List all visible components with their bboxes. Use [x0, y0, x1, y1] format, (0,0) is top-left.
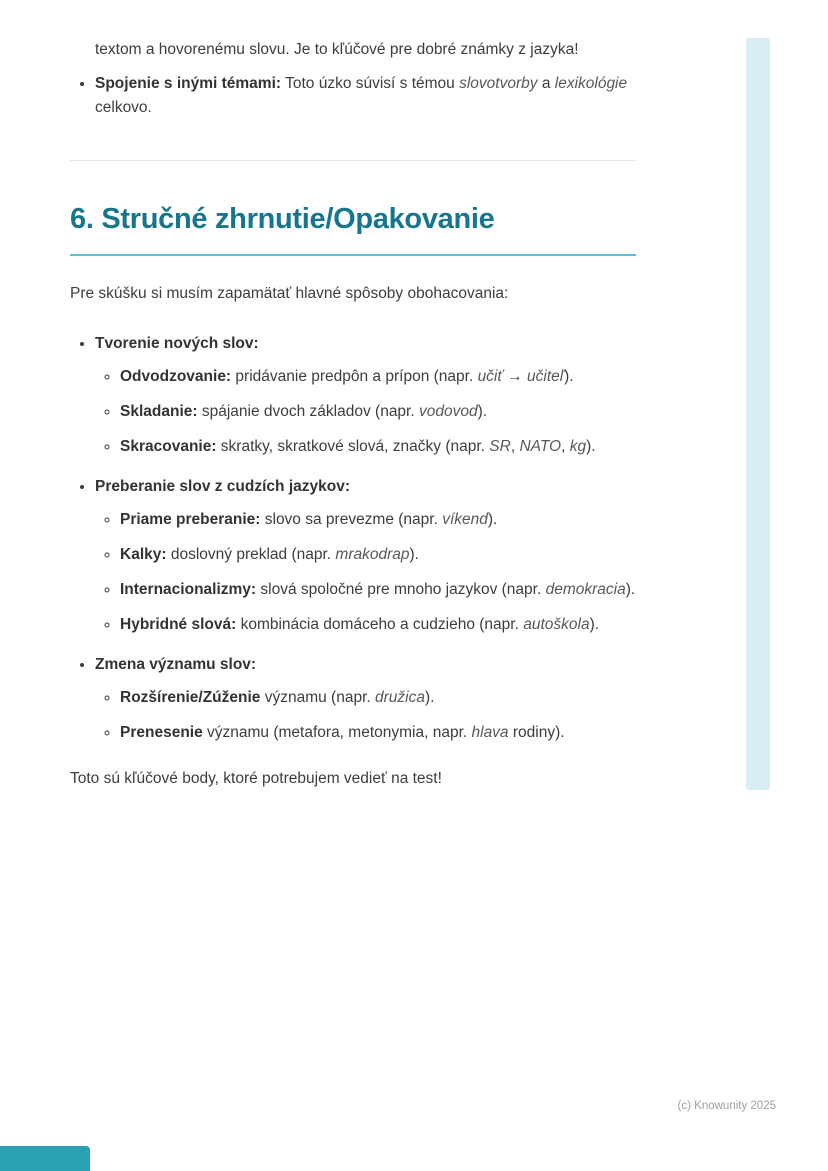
section-heading: 6. Stručné zhrnutie/Opakovanie: [70, 197, 636, 256]
sublist: [95, 365, 636, 459]
summary-list: [70, 332, 636, 745]
right-accent-bar: [746, 38, 770, 790]
list-item: ◦ Priame preberanie: slovo sa prevezme (napr. víkend).: [120, 508, 636, 532]
topic-label: Zmena významu slov:: [95, 656, 257, 674]
list-item: [95, 653, 636, 745]
sublist: [95, 508, 636, 637]
list-item: [95, 332, 636, 459]
list-item: • Spojenie s inými témami: Toto úzko súvisí s témou slovotvorby a lexikológie celkovo.: [95, 72, 636, 120]
section-divider: [70, 160, 636, 161]
corner-accent-block: [0, 1146, 90, 1171]
list-item: ◦ Skladanie: spájanie dvoch základov (napr. vodovod).: [120, 400, 636, 424]
outro-paragraph: Toto sú kľúčové body, ktoré potrebujem vedieť na test!: [70, 770, 442, 788]
paragraph-continuation: textom a hovorenému slovu. Je to kľúčové pre dobré známky z jazyka!: [95, 41, 579, 58]
sublist: [95, 686, 636, 745]
list-item: ◦ Skracovanie: skratky, skratkové slová, značky (napr. SR, NATO, kg).: [120, 435, 636, 459]
related-topics-list: [70, 72, 636, 120]
note-page-content: [70, 38, 636, 791]
list-item: ◦ Internacionalizmy: slová spoločné pre mnoho jazykov (napr. demokracia).: [120, 578, 636, 602]
topic-label: Tvorenie nových slov:: [95, 335, 259, 352]
list-item: ◦ Hybridné slová: kombinácia domáceho a cudzieho (napr. autoškola).: [120, 613, 636, 637]
intro-paragraph: Pre skúšku si musím zapamätať hlavné spôsoby obohacovania:: [70, 284, 509, 302]
list-item: ◦ Odvodzovanie: pridávanie predpôn a prípon (napr. učiť → učiteľ).: [120, 365, 636, 389]
topic-label: Preberanie slov z cudzích jazykov:: [95, 478, 350, 496]
copyright-text: (c) Knowunity 2025: [677, 1100, 776, 1112]
list-item: [95, 475, 636, 637]
list-item: ◦ Prenesenie významu (metafora, metonymia, napr. hlava rodiny).: [120, 721, 636, 745]
list-item: ◦ Kalky: doslovný preklad (napr. mrakodrap).: [120, 543, 636, 567]
list-item: ◦ Rozšírenie/Zúženie významu (napr. družica).: [120, 686, 636, 710]
